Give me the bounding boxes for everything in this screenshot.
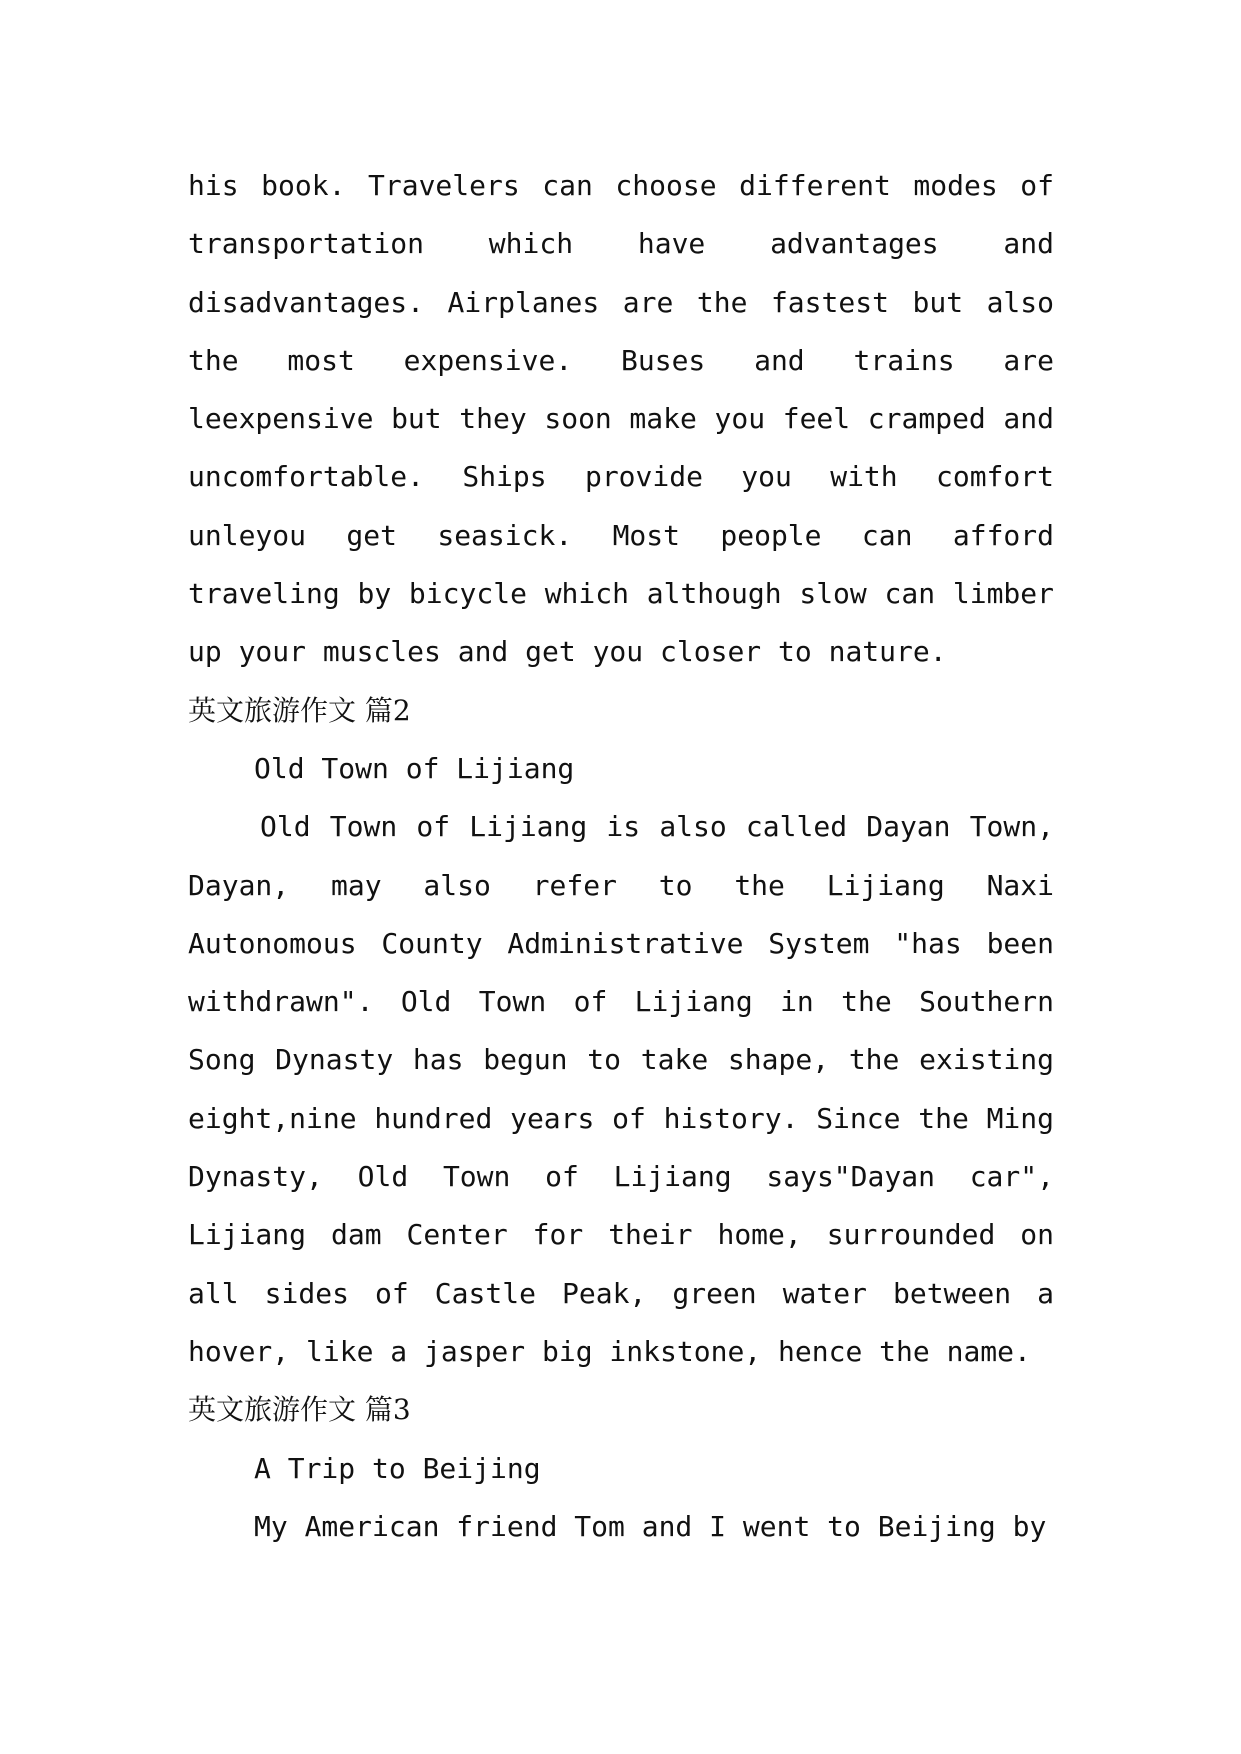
essay-2-body: Old Town of Lijiang is also called Dayan Town, Dayan, may also refer to the Lijiang Naxi Autonomous County Administrative System "has been withdrawn". Old Town of Lijiang in the Southern Song Dynasty has begun to take shape, the existing eight,nine hundred years of history. Since the Ming Dynasty, Old Town of Lijiang says"Dayan car", Lijiang dam Center for their home, surrounded on all sides of Castle Peak, green water between a hover, like a jasper big inkstone, hence the name. xyxy=(188,810,1054,1368)
essay-3-title: A Trip to Beijing xyxy=(254,1451,541,1485)
essay-3-body: My American friend Tom and I went to Beijing by xyxy=(254,1509,1047,1543)
intro-paragraph: his book. Travelers can choose different modes of transportation which have advantages and disadvantages. Airplanes are the fastest but also the most expensive. Buses and trains are leexpensive but they soon make you feel cramped and uncomfortable. Ships provide you with comfort unleyou get seasick. Most people can afford traveling by bicycle which although slow can limber up your muscles and get you closer to nature. xyxy=(188,169,1054,669)
essay-2-title: Old Town of Lijiang xyxy=(254,751,575,785)
document-page xyxy=(188,157,1054,1556)
essay-2-heading: 英文旅游作文 篇2 xyxy=(188,693,411,727)
essay-3-heading: 英文旅游作文 篇3 xyxy=(188,1393,411,1427)
